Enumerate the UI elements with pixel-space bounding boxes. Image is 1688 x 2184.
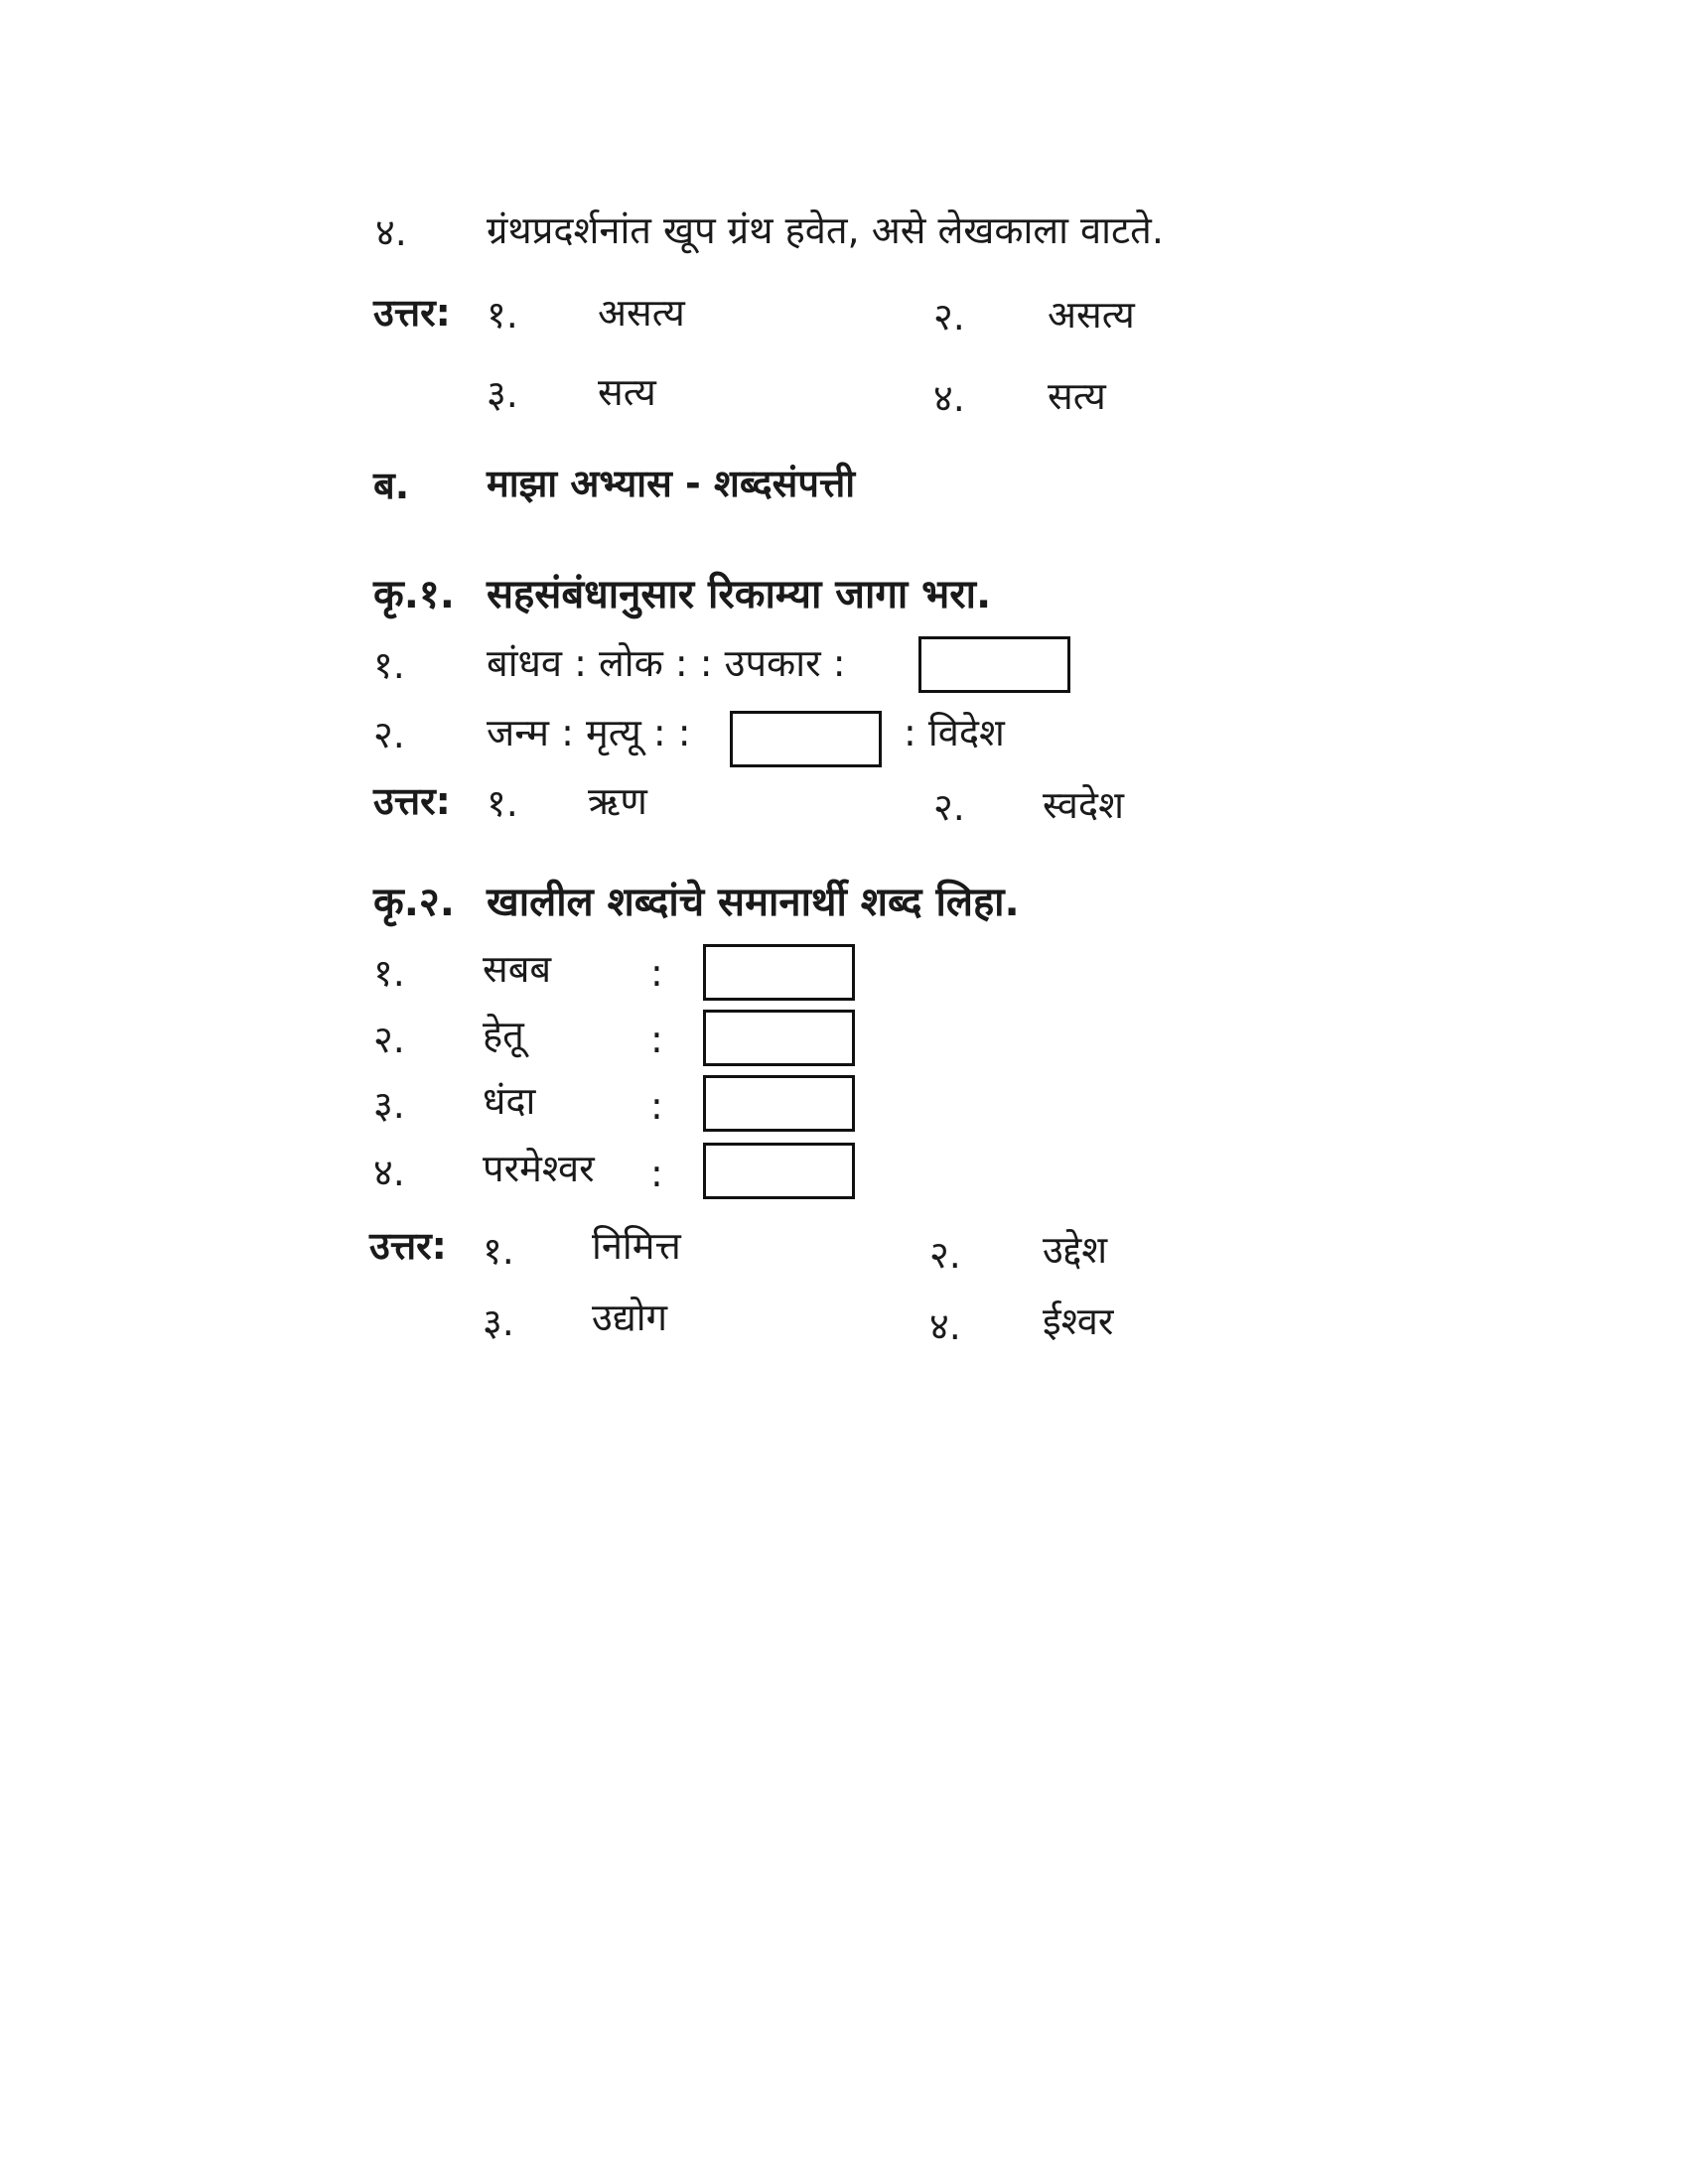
answer-blank-box[interactable] [918,636,1070,693]
kruti-1-row-2-text-before: जन्म : मृत्यू : : [487,711,691,754]
kruti-2-row-4-num: ४. [373,1151,405,1194]
kruti-2-answer-1-text: निमित्त [592,1224,681,1268]
kruti-2-answer-4-num: ४. [929,1304,961,1348]
kruti-1-row-2-text-after: : विदेश [904,711,1005,754]
kruti-2-row-2-colon: : [650,1018,663,1061]
kruti-1-row-1-text: बांधव : लोक : : उपकार : [487,641,846,685]
answer-blank-box[interactable] [703,1143,855,1199]
question-4-text: ग्रंथप्रदर्शनांत खूप ग्रंथ हवेत, असे लेखकाला वाटते. [487,208,1164,252]
answer-1-num: १. [487,293,518,337]
kruti-1-row-2-num: २. [373,713,405,756]
kruti-2-row-1-colon: : [650,951,663,995]
section-b-letter: ब. [373,464,410,507]
kruti-1-answer-2-text: स्वदेश [1043,783,1124,827]
section-b-title: माझा अभ्यास - शब्दसंपत्ती [487,462,856,505]
answer-blank-box[interactable] [703,1075,855,1132]
kruti-2-label: कृ.२. [373,880,455,925]
kruti-2-answer-2-num: २. [929,1233,961,1277]
answer-4-num: ४. [933,376,965,420]
kruti-2-answer-2-text: उद्देश [1043,1228,1108,1272]
answer-label: उत्तर: [373,291,451,335]
answer-3-text: सत्य [598,370,656,414]
kruti-2-row-4-colon: : [650,1152,663,1195]
kruti-1-answer-label: उत्तर: [373,779,451,823]
kruti-2-title: खालील शब्दांचे समानार्थी शब्द लिहा. [487,880,1020,925]
question-4-number: ४. [375,210,407,254]
kruti-1-title: सहसंबंधानुसार रिकाम्या जागा भरा. [487,572,992,617]
kruti-1-answer-2-num: २. [933,785,965,829]
kruti-2-row-2-word: हेतू [483,1013,524,1056]
answer-blank-box[interactable] [730,711,882,767]
kruti-2-row-1-num: १. [373,951,405,995]
kruti-2-answer-1-num: १. [483,1229,514,1273]
answer-4-text: सत्य [1048,374,1106,418]
kruti-2-row-4-word: परमेश्वर [483,1147,595,1190]
answer-blank-box[interactable] [703,1010,855,1066]
answer-2-text: असत्य [1048,293,1135,337]
kruti-1-answer-1-num: १. [487,781,518,825]
kruti-2-row-3-word: धंदा [483,1079,536,1123]
answer-2-num: २. [933,295,965,339]
kruti-1-label: कृ.१. [373,572,455,617]
kruti-2-answer-3-text: उद्योग [592,1296,668,1339]
kruti-2-row-2-num: २. [373,1018,405,1061]
kruti-2-answer-3-num: ३. [483,1300,514,1344]
answer-3-num: ३. [487,372,518,416]
kruti-1-row-1-num: १. [373,643,405,687]
kruti-1-answer-1-text: ऋण [588,779,647,823]
answer-blank-box[interactable] [703,944,855,1001]
answer-1-text: असत्य [598,291,685,335]
kruti-2-row-3-num: ३. [373,1083,405,1127]
kruti-2-answer-label: उत्तर: [369,1224,447,1268]
kruti-2-row-3-colon: : [650,1084,663,1128]
kruti-2-answer-4-text: ईश्वर [1043,1299,1114,1343]
kruti-2-row-1-word: सबब [483,947,552,991]
